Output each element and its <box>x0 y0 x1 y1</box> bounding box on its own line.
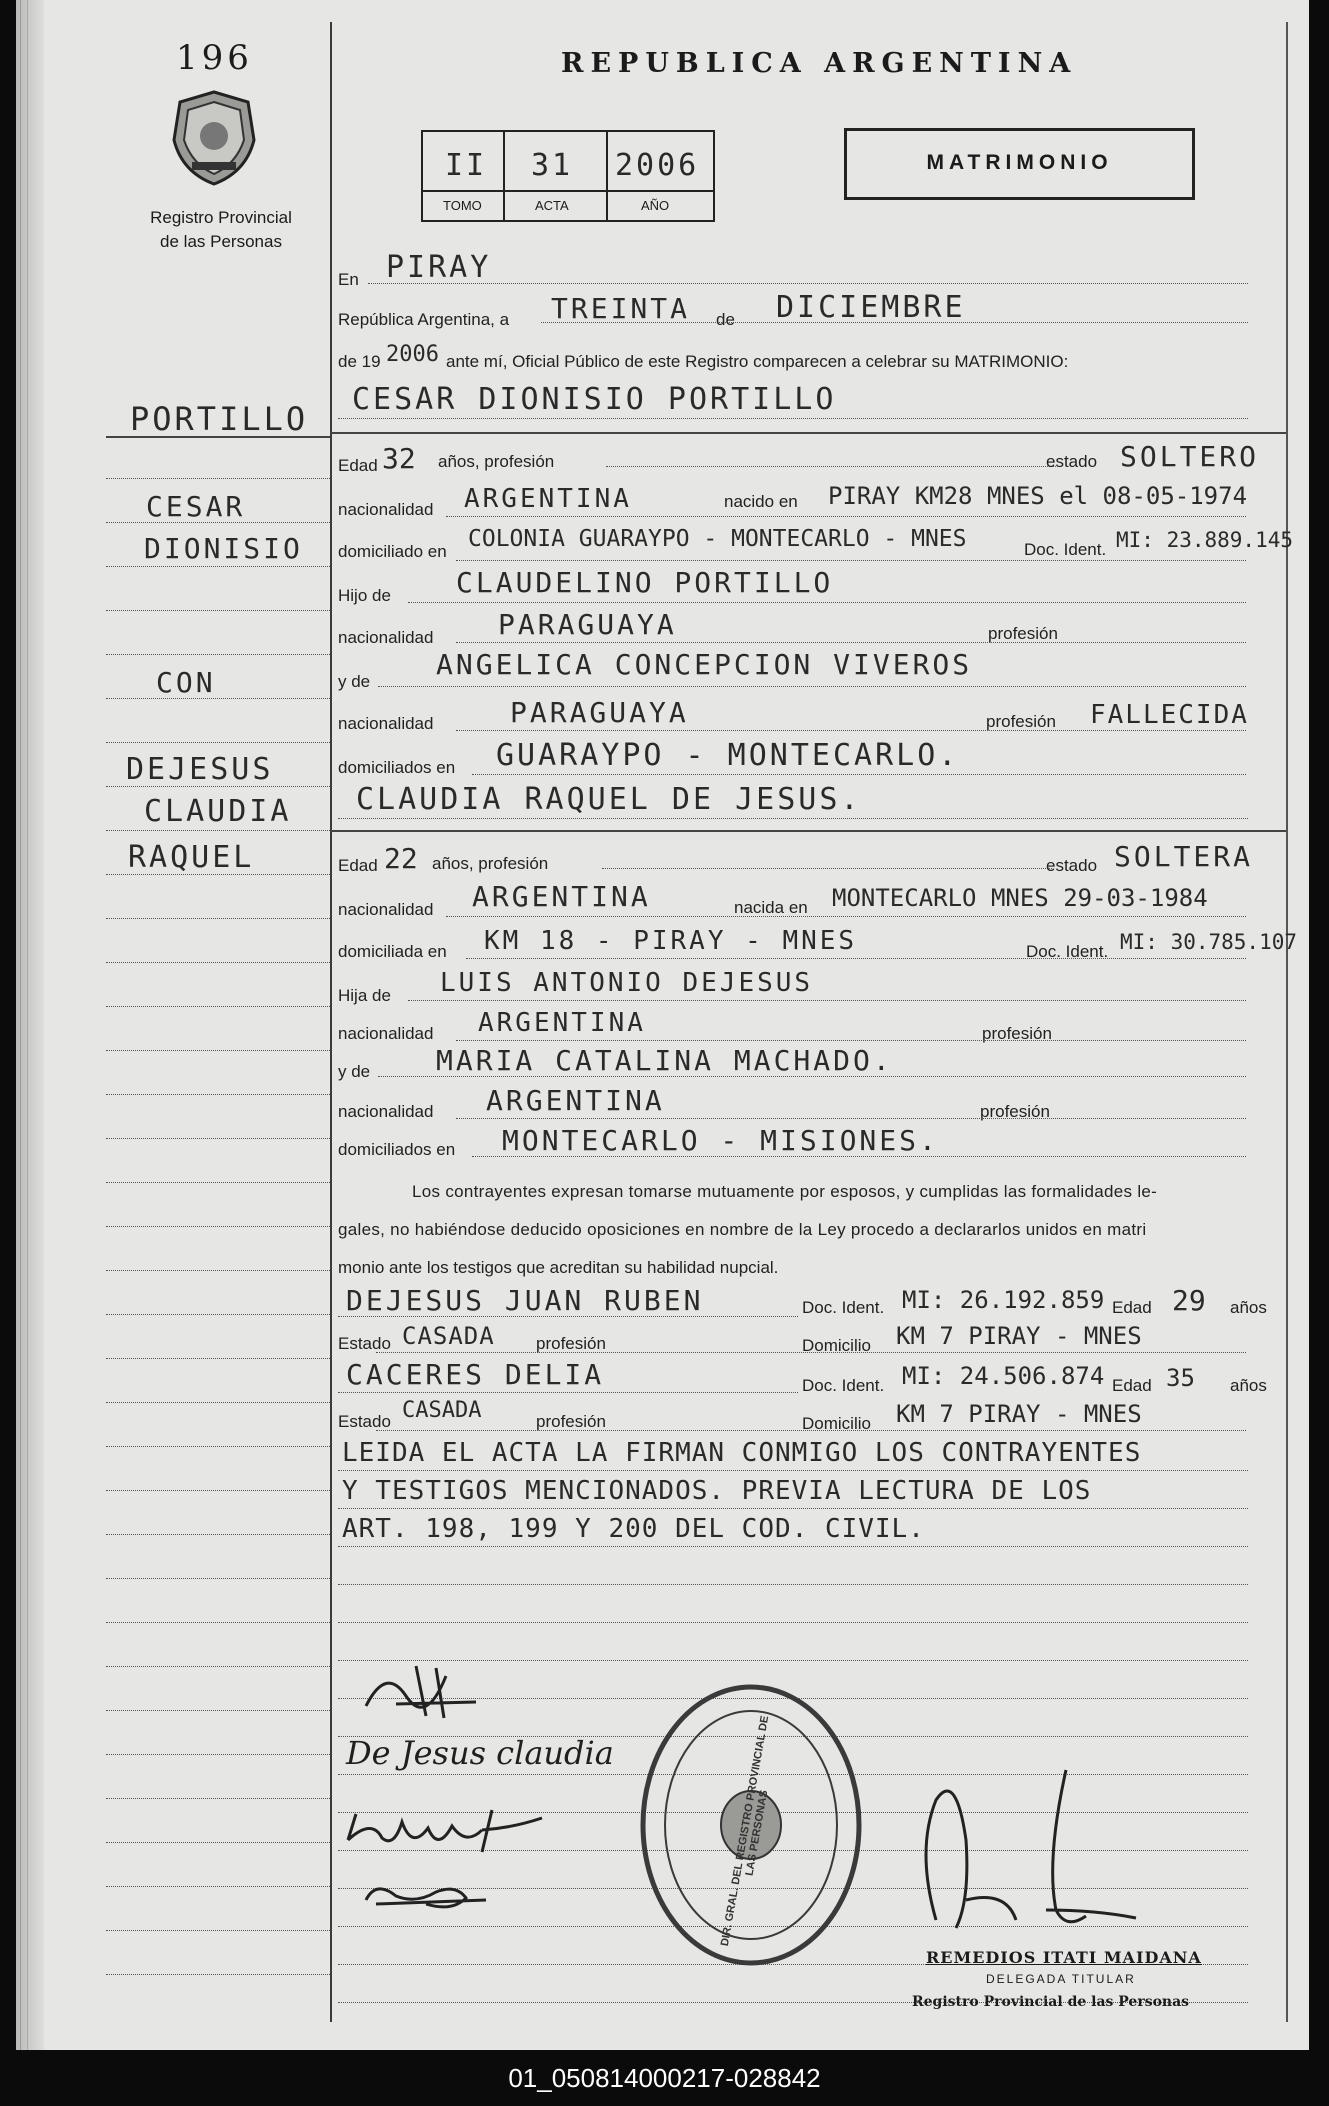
book-binding <box>16 0 44 2050</box>
bride-signature: De Jesus claudia <box>346 1734 614 1772</box>
official-org: Registro Provincial de las Personas <box>912 1994 1190 2010</box>
margin-surname2: DEJESUS <box>126 752 274 787</box>
bride-mother-nac: ARGENTINA <box>486 1084 665 1117</box>
bride-parents-dom-label: domiciliados en <box>338 1140 456 1159</box>
witness-1-signature-icon <box>342 1800 562 1860</box>
volume-box <box>421 130 715 222</box>
official-role: DELEGADA TITULAR <box>986 1972 1136 1986</box>
bride-doc-label: Doc. Ident. <box>1026 942 1109 961</box>
margin-name3: CLAUDIA <box>144 794 292 829</box>
bride-nacionalidad: ARGENTINA <box>472 880 651 913</box>
closing-line1: LEIDA EL ACTA LA FIRMAN CONMIGO LOS CONTRAYENTES <box>342 1438 1142 1468</box>
provincial-coat-of-arms-icon <box>168 88 260 188</box>
republica-label: República Argentina, a <box>338 310 510 329</box>
witness-2-name: CACERES DELIA <box>346 1358 605 1391</box>
groom-father: CLAUDELINO PORTILLO <box>456 566 834 599</box>
witness-2-estado-label: Estado <box>338 1412 391 1431</box>
witness-2-edad-label: Edad <box>1112 1376 1152 1395</box>
witness-1-domicilio: KM 7 PIRAY - MNES <box>896 1322 1142 1350</box>
bride-anos-profesion-label: años, profesión <box>432 854 549 873</box>
en-label: En <box>338 270 359 289</box>
groom-mother-nac: PARAGUAYA <box>510 696 689 729</box>
place-value: PIRAY <box>386 250 492 285</box>
witness-1-estado: CASADA <box>402 1322 495 1350</box>
bride-doc: MI: 30.785.107 <box>1120 930 1298 954</box>
official-name: REMEDIOS ITATI MAIDANA <box>926 1948 1202 1967</box>
ano-value: 2006 <box>615 148 700 183</box>
bride-full-name: CLAUDIA RAQUEL DE JESUS. <box>356 782 862 817</box>
margin-name1: CESAR <box>146 490 246 523</box>
witness-1-doc-label: Doc. Ident. <box>802 1298 885 1317</box>
closing-line2: Y TESTIGOS MENCIONADOS. PREVIA LECTURA DE LOS <box>342 1476 1092 1506</box>
groom-signature-icon <box>356 1656 496 1726</box>
witness-1-doc: MI: 26.192.859 <box>902 1286 1105 1314</box>
official-signature-icon <box>896 1760 1176 1940</box>
witness-2-estado: CASADA <box>402 1398 482 1423</box>
witness-2-age: 35 <box>1166 1364 1195 1392</box>
groom-nacionalidad: ARGENTINA <box>464 484 632 514</box>
witness-2-anos-label: años <box>1230 1376 1267 1395</box>
year-value: 2006 <box>386 342 439 367</box>
groom-father-nac: PARAGUAYA <box>498 608 677 641</box>
witness-2-domicilio-label: Domicilio <box>802 1414 871 1433</box>
margin-surname: PORTILLO <box>130 400 309 438</box>
bride-edad-label: Edad <box>338 856 378 875</box>
groom-hijo-label: Hijo de <box>338 586 391 605</box>
bride-estado-label: estado <box>1046 856 1098 875</box>
certificate-page <box>16 0 1309 2050</box>
bride-age: 22 <box>384 842 418 875</box>
witness-2-doc-label: Doc. Ident. <box>802 1376 885 1395</box>
declaration-line3: monio ante los testigos que acreditan su habilidad nupcial. <box>338 1258 779 1277</box>
country-title: REPUBLICA ARGENTINA <box>561 48 1078 79</box>
bride-father: LUIS ANTONIO DEJESUS <box>440 968 814 998</box>
groom-mother-prof-label: profesión <box>986 712 1056 731</box>
acta-value: 31 <box>531 148 574 183</box>
groom-mother-nac-label: nacionalidad <box>338 714 434 733</box>
witness-2-domicilio: KM 7 PIRAY - MNES <box>896 1400 1142 1428</box>
groom-domiciliado-label: domiciliado en <box>338 542 447 561</box>
folio-number: 196 <box>176 38 253 78</box>
acta-label: ACTA <box>535 198 569 213</box>
groom-father-nac-label: nacionalidad <box>338 628 434 647</box>
stamp-text: DIR. GRAL. DEL REGISTRO PROVINCIAL DE LAS PERSONAS <box>718 1714 772 1948</box>
groom-estado: SOLTERO <box>1120 440 1260 473</box>
witness-2-prof-label: profesión <box>536 1412 606 1431</box>
registry-name-line1: Registro Provincial <box>150 208 292 227</box>
bride-parents-dom: MONTECARLO - MISIONES. <box>502 1124 939 1157</box>
groom-nacido: PIRAY KM28 MNES el 08-05-1974 <box>828 482 1248 510</box>
bride-mother-nac-label: nacionalidad <box>338 1102 434 1121</box>
groom-parents-dom: GUARAYPO - MONTECARLO. <box>496 738 960 773</box>
registry-name-line2: de las Personas <box>160 232 282 251</box>
witness-1-edad-label: Edad <box>1112 1298 1152 1317</box>
bride-domicilio: KM 18 - PIRAY - MNES <box>484 926 858 956</box>
groom-edad-label: Edad <box>338 456 378 475</box>
groom-parents-dom-label: domiciliados en <box>338 758 456 777</box>
bride-nacida: MONTECARLO MNES 29-03-1984 <box>832 884 1208 912</box>
margin-con: CON <box>156 666 216 699</box>
witness-1-domicilio-label: Domicilio <box>802 1336 871 1355</box>
bride-nac-label: nacionalidad <box>338 900 434 919</box>
closing-line3: ART. 198, 199 Y 200 DEL COD. CIVIL. <box>342 1514 925 1544</box>
bride-father-nac: ARGENTINA <box>478 1008 646 1038</box>
right-rule <box>1286 22 1288 2022</box>
groom-mother: ANGELICA CONCEPCION VIVEROS <box>436 648 973 681</box>
tomo-value: II <box>445 148 488 183</box>
groom-estado-label: estado <box>1046 452 1098 471</box>
witness-1-prof-label: profesión <box>536 1334 606 1353</box>
ano-label: AÑO <box>641 198 670 213</box>
witness-1-name: DEJESUS JUAN RUBEN <box>346 1284 704 1317</box>
declaration-line1: Los contrayentes expresan tomarse mutuamente por esposos, y cumplidas las formalidades le- <box>412 1182 1158 1201</box>
margin-name2: DIONISIO <box>144 532 303 565</box>
day-value: TREINTA <box>551 292 691 325</box>
margin-name4: RAQUEL <box>128 840 255 875</box>
groom-yde-label: y de <box>338 672 371 691</box>
tomo-label: TOMO <box>443 198 482 213</box>
witness-1-age: 29 <box>1172 1284 1206 1317</box>
certificate-type: MATRIMONIO <box>926 151 1113 174</box>
groom-nacido-label: nacido en <box>724 492 798 511</box>
month-value: DICIEMBRE <box>776 290 966 325</box>
bride-mother-prof-label: profesión <box>980 1102 1050 1121</box>
groom-father-prof-label: profesión <box>988 624 1058 643</box>
bride-mother: MARIA CATALINA MACHADO. <box>436 1044 893 1077</box>
witness-1-anos-label: años <box>1230 1298 1267 1317</box>
groom-full-name: CESAR DIONISIO PORTILLO <box>352 382 837 417</box>
groom-doc: MI: 23.889.145 <box>1116 528 1294 552</box>
groom-nac-label: nacionalidad <box>338 500 434 519</box>
year-prefix: de 19 <box>338 352 381 371</box>
bride-father-nac-label: nacionalidad <box>338 1024 434 1043</box>
witness-1-estado-label: Estado <box>338 1334 391 1353</box>
witness-2-doc: MI: 24.506.874 <box>902 1362 1105 1390</box>
groom-doc-label: Doc. Ident. <box>1024 540 1107 559</box>
intro-text: ante mí, Oficial Público de este Registro comparecen a celebrar su MATRIMONIO: <box>446 352 1069 371</box>
margin-rule <box>330 22 332 2022</box>
witness-2-signature-icon <box>356 1870 506 1920</box>
document-id: 01_050814000217-028842 <box>508 2063 821 2093</box>
bride-estado: SOLTERA <box>1114 840 1254 873</box>
bride-hija-label: Hija de <box>338 986 391 1005</box>
document-id-bar <box>0 2050 1329 2106</box>
bride-domiciliada-label: domiciliada en <box>338 942 447 961</box>
bride-father-prof-label: profesión <box>982 1024 1052 1043</box>
groom-age: 32 <box>382 442 416 475</box>
bride-yde-label: y de <box>338 1062 371 1081</box>
bride-nacida-label: nacida en <box>734 898 808 917</box>
groom-mother-prof: FALLECIDA <box>1090 700 1249 730</box>
certificate-type-box <box>844 128 1195 200</box>
declaration-line2: gales, no habiéndose deducido oposiciones en nombre de la Ley procedo a declararlos unidos en matri <box>338 1220 1147 1239</box>
groom-anos-profesion-label: años, profesión <box>438 452 555 471</box>
groom-domicilio: COLONIA GUARAYPO - MONTECARLO - MNES <box>468 526 967 552</box>
de-label: de <box>716 310 735 329</box>
